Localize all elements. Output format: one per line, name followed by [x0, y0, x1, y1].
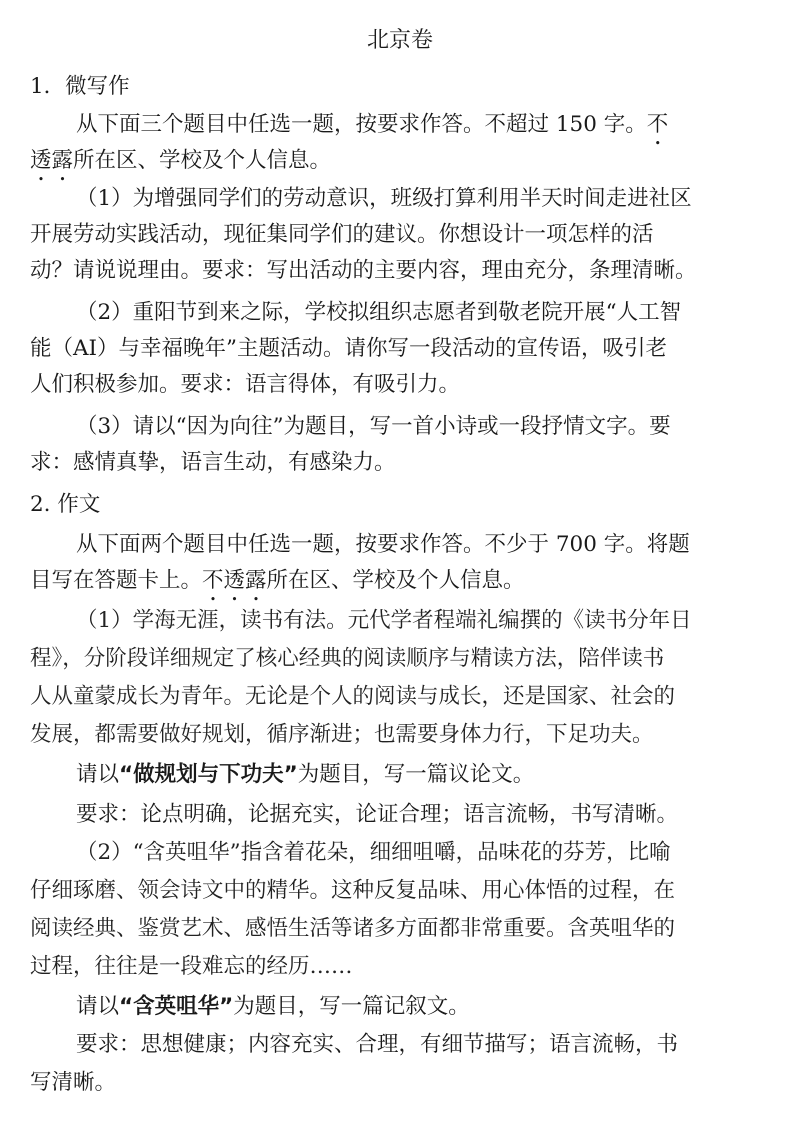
emphasis-disclose: 透露: [30, 148, 74, 173]
instruction-pre: 请以: [76, 762, 120, 787]
prompt-1-line-2: 程》，分阶段详细规定了核心经典的阅读顺序与精读方法，陪伴读书: [30, 646, 665, 671]
instruction-post: 为题目，写一篇议论文。: [297, 762, 535, 787]
emphasis-not-disclose: 不透露: [202, 568, 267, 593]
section-2-intro-line-2: [30, 566, 525, 606]
prompt-2-line-1: （2）“含英咀华”指含着花朵，细细咀嚼，品味花的芬芳，比喻: [76, 840, 671, 865]
instruction-post: 为题目，写一篇记叙文。: [233, 994, 470, 1019]
question-2-line-1: （2）重阳节到来之际，学校拟组织志愿者到敬老院开展“人工智: [76, 300, 682, 325]
prompt-2-line-3: 阅读经典、鉴赏艺术、感悟生活等诸多方面都非常重要。含英咀华的: [30, 916, 676, 941]
intro-text-rest: 所在区、学校及个人信息。: [73, 148, 332, 173]
prompt-1-requirements: 要求：论点明确，论据充实，论证合理；语言流畅，书写清晰。: [76, 802, 679, 827]
prompt-1-instruction: [76, 760, 534, 790]
intro-text: 从下面三个题目中任选一题，按要求作答。不超过 150 字。: [76, 112, 647, 137]
prompt-2-requirements-line-1: 要求：思想健康；内容充实、合理，有细节描写；语言流畅，书: [76, 1032, 679, 1057]
section-1-heading: 1．微写作: [30, 74, 130, 99]
section-2-heading: 2. 作文: [30, 492, 101, 517]
instruction-pre: 请以: [76, 994, 120, 1019]
intro-text-rest: 所在区、学校及个人信息。: [266, 568, 525, 593]
essay-title-1: “做规划与下功夫”: [119, 762, 298, 787]
question-1-line-1: （1）为增强同学们的劳动意识，班级打算利用半天时间走进社区: [76, 186, 692, 211]
question-3-line-1: （3）请以“因为向往”为题目，写一首小诗或一段抒情文字。要: [76, 414, 671, 439]
prompt-1-line-3: 人从童蒙成长为青年。无论是个人的阅读与成长，还是国家、社会的: [30, 684, 676, 709]
prompt-2-line-2: 仔细琢磨、领会诗文中的精华。这种反复品味、用心体悟的过程，在: [30, 878, 676, 903]
prompt-2-instruction: [76, 992, 470, 1022]
section-1-intro-line-1: [76, 110, 668, 150]
prompt-1-line-4: 发展，都需要做好规划，循序渐进；也需要身体力行，下足功夫。: [30, 722, 654, 747]
question-2-line-2: 能（AI）与幸福晚年”主题活动。请你写一段活动的宣传语，吸引老: [30, 336, 668, 361]
section-2-intro-line-1: 从下面两个题目中任选一题，按要求作答。不少于 700 字。将题: [76, 532, 690, 557]
question-3-line-2: 求：感情真挚，语言生动，有感染力。: [30, 450, 396, 475]
prompt-2-requirements-line-2: 写清晰。: [30, 1070, 117, 1095]
prompt-1-line-1: （1）学海无涯，读书有法。元代学者程端礼编撰的《读书分年日: [76, 608, 692, 633]
essay-title-2: “含英咀华”: [119, 994, 234, 1019]
intro-text-pre: 目写在答题卡上。: [30, 568, 203, 593]
question-2-line-3: 人们积极参加。要求：语言得体，有吸引力。: [30, 372, 461, 397]
prompt-2-line-4: 过程，往往是一段难忘的经历……: [30, 954, 353, 979]
question-1-line-2: 开展劳动实践活动，现征集同学们的建议。你想设计一项怎样的活: [30, 222, 654, 247]
section-1-intro-line-2: [30, 146, 331, 186]
emphasis-not: 不: [646, 112, 669, 137]
page-title: 北京卷: [366, 28, 433, 53]
question-1-line-3: 动？请说说理由。要求：写出活动的主要内容，理由充分，条理清晰。: [30, 258, 697, 283]
